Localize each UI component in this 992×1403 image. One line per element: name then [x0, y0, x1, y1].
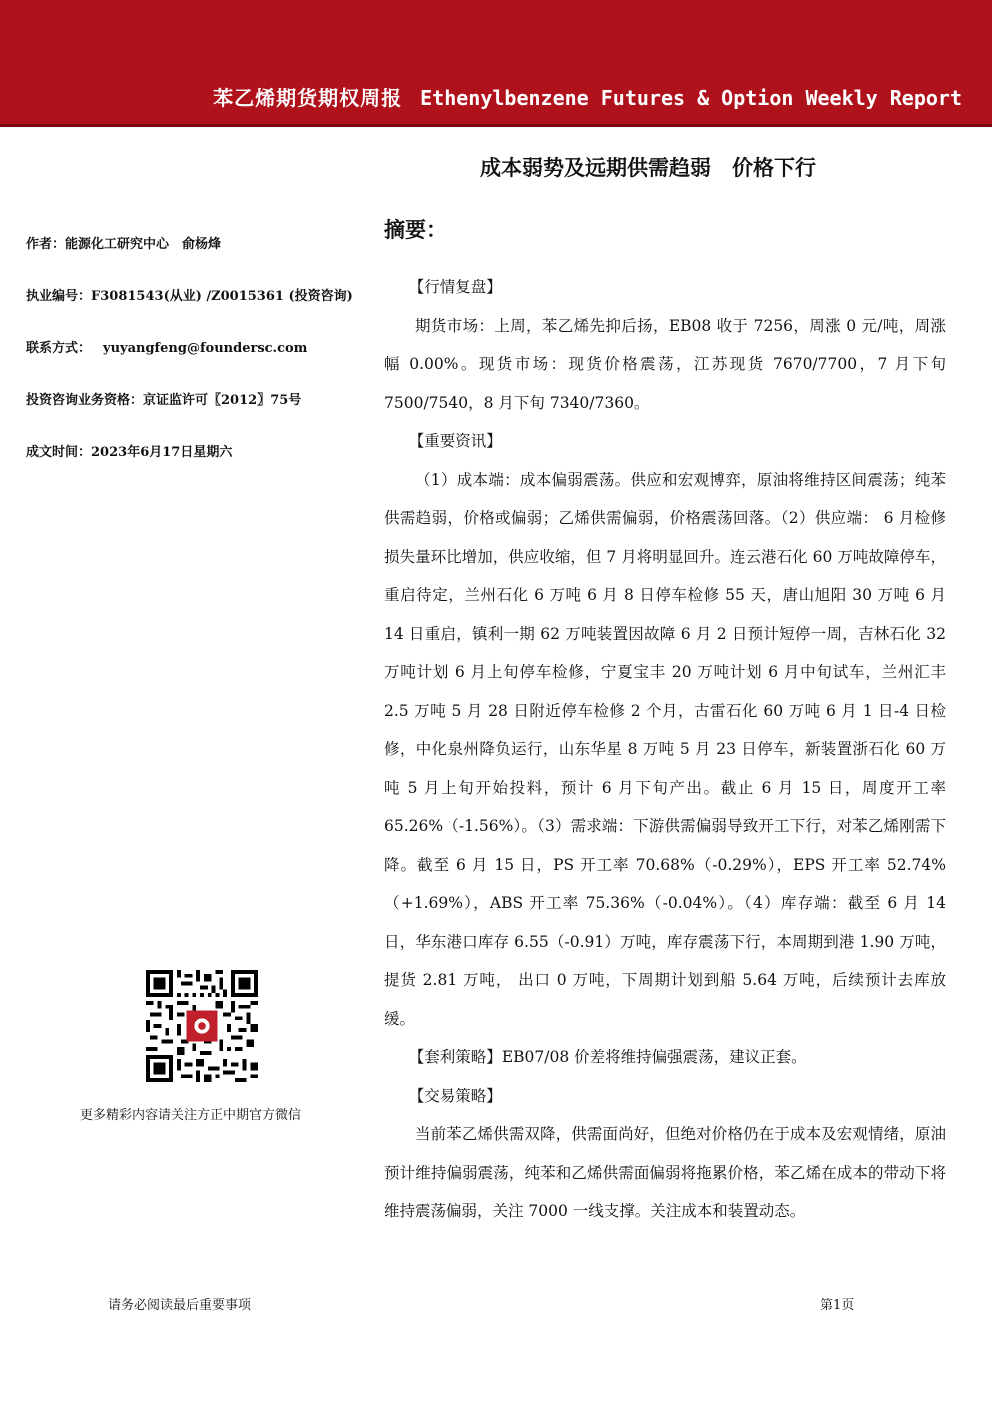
license-label: 执业编号：: [26, 289, 92, 304]
market-review-text: 期货市场：上周，苯乙烯先抑后扬，EB08 收于 7256，周涨 0 元/吨，周涨幅 0.00%。现货市场：现货价格震荡，江苏现货 7670/7700，7 月下旬 7500/7540，8 月下旬 7340/7360。: [384, 316, 946, 412]
report-title: [213, 82, 962, 111]
page-number: 第1页: [820, 1298, 855, 1313]
contact-label: 联系方式：: [26, 341, 92, 356]
contact-row: [26, 337, 366, 356]
footer-notice: 请务必阅读最后重要事项: [108, 1298, 252, 1313]
arbitrage-text: EB07/08 价差将维持偏强震荡，建议正套。: [501, 1048, 807, 1066]
strategy-text: 当前苯乙烯供需双降，供需面尚好，但绝对价格仍在于成本及宏观情绪，原油预计维持偏弱震荡，纯苯和乙烯供需面偏弱将拖累价格，苯乙烯在成本的带动下将维持震荡偏弱，关注 7000 一线支撑。关注成本和装置动态。: [384, 1125, 946, 1220]
date-value: 2023年6月17日星期六: [91, 445, 233, 460]
date-label: 成文时间：: [26, 445, 92, 460]
qualification-label: 投资咨询业务资格：: [26, 393, 144, 408]
license-value: F3081543(从业) /Z0015361 (投资咨询): [91, 289, 353, 304]
section-title-news: 【重要资讯】: [408, 432, 502, 450]
qualification-row: [26, 389, 366, 408]
author-value: 能源化工研究中心 俞杨烽: [65, 237, 222, 252]
date-row: [26, 441, 366, 460]
summary-title: 摘要：: [384, 218, 447, 242]
report-title-en: Ethenylbenzene Futures & Option Weekly Report: [420, 86, 962, 110]
report-title-cn: 苯乙烯期货期权周报: [213, 86, 403, 110]
qr-caption: 更多精彩内容请关注方正中期官方微信: [80, 1108, 302, 1123]
headline: 成本弱势及远期供需趋弱 价格下行: [480, 156, 816, 180]
header-divider: [0, 124, 992, 127]
contact-email[interactable]: yuyangfeng@foundersc.com: [103, 341, 308, 356]
author-row: [26, 233, 366, 252]
license-row: [26, 285, 366, 304]
section-title-arbitrage: 【套利策略】: [408, 1048, 502, 1066]
author-label: 作者：: [26, 237, 66, 252]
qualification-value: 京证监许可〖2012〗75号: [143, 393, 302, 408]
summary-body: [384, 268, 946, 1231]
section-title-market-review: 【行情复盘】: [408, 278, 502, 296]
qr-code-icon: [146, 970, 258, 1082]
section-title-strategy: 【交易策略】: [408, 1086, 502, 1105]
arbitrage-paragraph: [384, 1038, 946, 1077]
news-text: （1）成本端：成本偏弱震荡。供应和宏观博弈，原油将维持区间震荡；纯苯供需趋弱，价格或偏弱；乙烯供需偏弱，价格震荡回落。（2）供应端： 6 月检修损失量环比增加，供应收缩，但 7 月将明显回升。连云港石化 60 万吨故障停车，重启待定，兰州石化 6 万吨 6 月 8 日停车检修 55 天，唐山旭阳 30 万吨 6 月 14 日重启，镇利一期 62 万吨装置因故障 6 月 2 日预计短停一周，吉林石化 32 万吨计划 6 月上旬停车检修，宁夏宝丰 20 万吨计划 6 月中旬试车，兰州汇丰 2.5 万吨 5 月 28 日附近停车检修 2 个月，古雷石化 60 万吨 6 月 1 日-4 日检修，中化泉州降负运行，山东华星 8 万吨 5 月 23 日停车，新装置浙石化 60 万吨 5 月上旬开始投料，预计 6 月下旬产出。截止 6 月 15 日，周度开工率 65.26%（-1.56%）。（3）需求端：下游供需偏弱导致开工下行，对苯乙烯刚需下降。截至 6 月 15 日，PS 开工率 70.68%（-0.29%），EPS 开工率 52.74%（+1.69%），ABS 开工率 75.36%（-0.04%）。（4）库存端：截至 6 月 14 日，华东港口库存 6.55（-0.91）万吨，库存震荡下行，本周期到港 1.90 万吨，提货 2.81 万吨， 出口 0 万吨，下周期计划到船 5.64 万吨，后续预计去库放缓。: [384, 470, 946, 1028]
